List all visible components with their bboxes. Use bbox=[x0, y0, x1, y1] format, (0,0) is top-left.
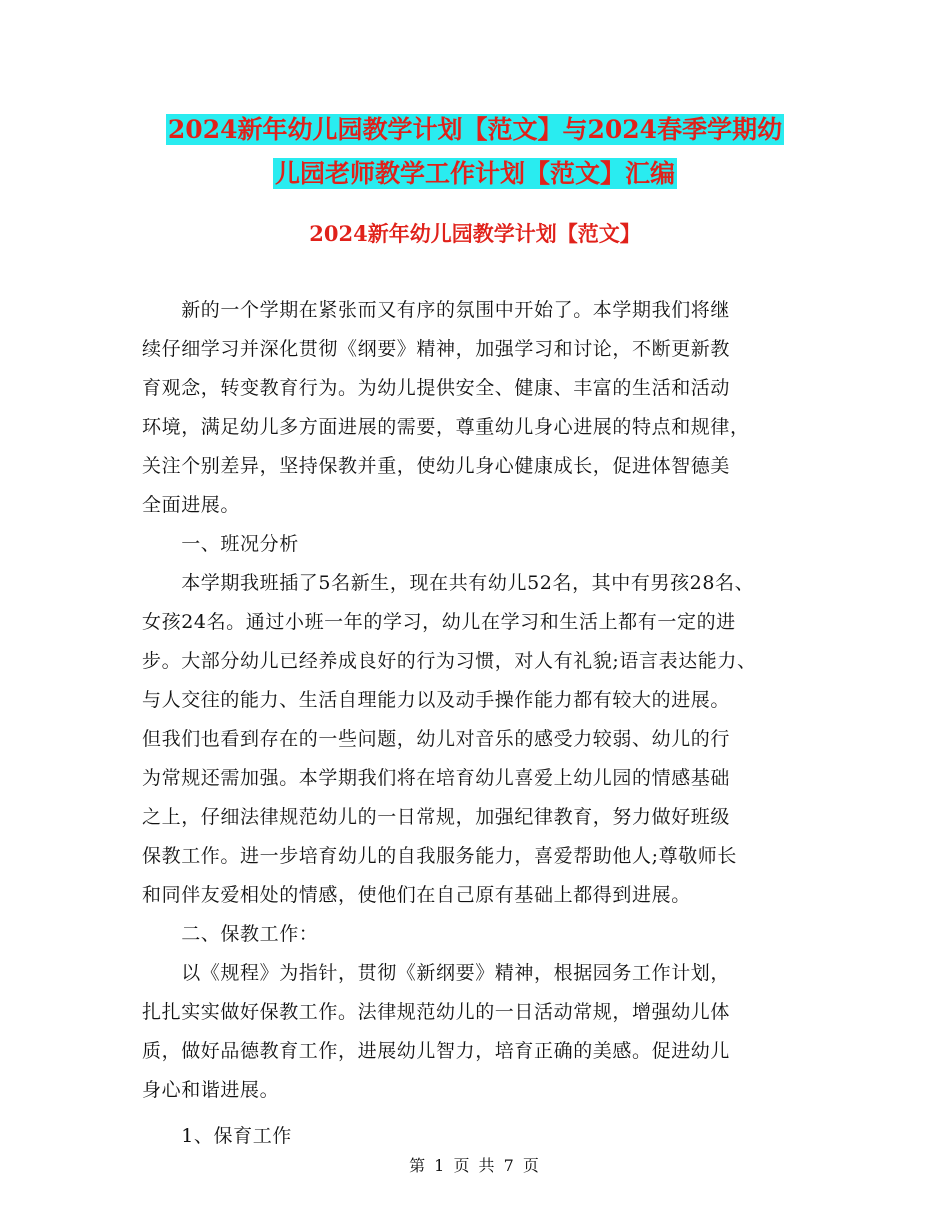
page-footer: 第 1 页 共 7 页 bbox=[409, 1156, 541, 1175]
text-line: 为常规还需加强。本学期我们将在培育幼儿喜爱上幼儿园的情感基础 bbox=[142, 767, 731, 789]
text-line: 续仔细学习并深化贯彻《纲要》精神，加强学习和讨论，不断更新教 bbox=[142, 338, 731, 360]
text-line: 身心和谐进展。 bbox=[142, 1079, 280, 1101]
text-line: 女孩24名。通过小班一年的学习，幼儿在学习和生活上都有一定的进 bbox=[142, 611, 736, 633]
text-line: 之上，仔细法律规范幼儿的一日常规，加强纪律教育，努力做好班级 bbox=[142, 806, 731, 828]
text-line: 和同伴友爱相处的情感，使他们在自己原有基础上都得到进展。 bbox=[142, 884, 691, 906]
text-line: 保教工作。进一步培育幼儿的自我服务能力，喜爱帮助他人;尊敬师长 bbox=[142, 845, 738, 867]
text-line: 但我们也看到存在的一些问题，幼儿对音乐的感受力较弱、幼儿的行 bbox=[142, 728, 731, 750]
text-line: 本学期我班插了5名新生，现在共有幼儿52名，其中有男孩28名、 bbox=[142, 572, 755, 594]
text-line: 新的一个学期在紧张而又有序的氛围中开始了。本学期我们将继 bbox=[142, 299, 731, 321]
text-line: 关注个别差异，坚持保教并重，使幼儿身心健康成长，促进体智德美 bbox=[142, 455, 731, 477]
heading-care-education: 二、保教工作： bbox=[142, 923, 319, 945]
document-title-line-1 bbox=[0, 110, 950, 150]
title-highlight: 儿园老师教学工作计划【范文】汇编 bbox=[274, 159, 675, 188]
text-line: 环境，满足幼儿多方面进展的需要，尊重幼儿身心进展的特点和规律， bbox=[142, 416, 750, 438]
text-line: 以《规程》为指针，贯彻《新纲要》精神，根据园务工作计划， bbox=[142, 962, 731, 984]
heading-class-analysis: 一、班况分析 bbox=[142, 533, 299, 555]
text-line: 扎扎实实做好保教工作。法律规范幼儿的一日活动常规，增强幼儿体 bbox=[142, 1001, 731, 1023]
text-line: 质，做好品德教育工作，进展幼儿智力，培育正确的美感。促进幼儿 bbox=[142, 1040, 731, 1062]
heading-nursing-work: 1、保育工作 bbox=[142, 1125, 292, 1147]
text-line: 步。大部分幼儿已经养成良好的行为习惯，对人有礼貌;语言表达能力、 bbox=[142, 650, 757, 672]
document-title-line-2 bbox=[0, 154, 950, 194]
text-line: 与人交往的能力、生活自理能力以及动手操作能力都有较大的进展。 bbox=[142, 689, 731, 711]
title-highlight: 2024新年幼儿园教学计划【范文】与2024春季学期幼 bbox=[167, 115, 783, 144]
section-title: 2024新年幼儿园教学计划【范文】 bbox=[309, 221, 641, 246]
text-line: 育观念，转变教育行为。为幼儿提供安全、健康、丰富的生活和活动 bbox=[142, 377, 731, 399]
text-line: 全面进展。 bbox=[142, 494, 241, 516]
